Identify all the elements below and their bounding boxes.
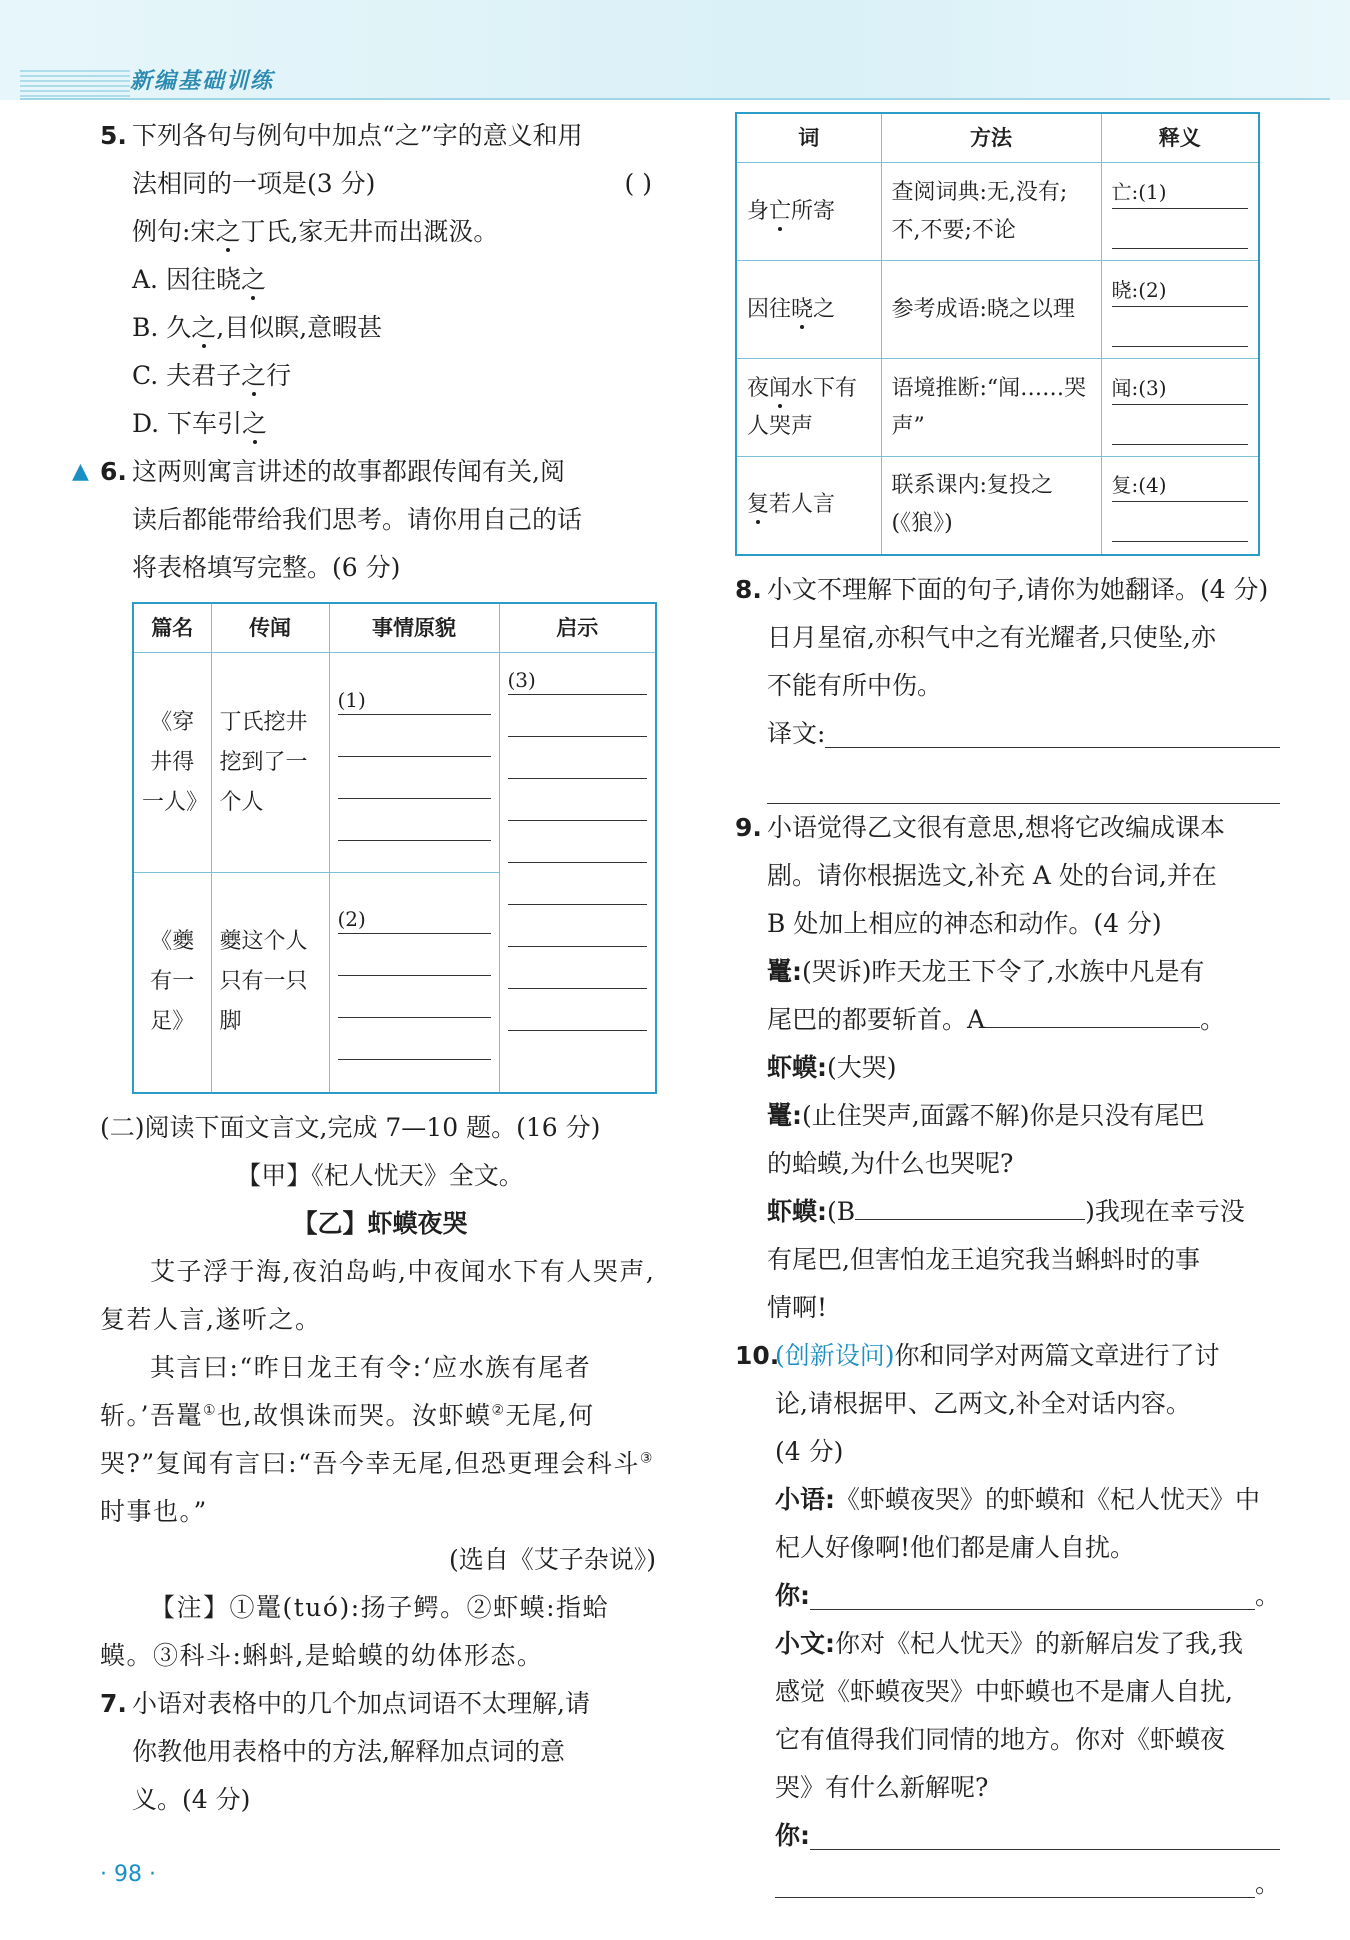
q10-you-2[interactable]: 你:	[735, 1812, 1280, 1860]
q7-row3-word: 夜闻水下有人哭声	[736, 359, 881, 457]
q5-answer-paren[interactable]: ( )	[624, 169, 652, 198]
q10-speaker-1-cont: 杞人好像啊!他们都是庸人自扰。	[775, 1532, 1136, 1562]
passage-source: (选自《艾子杂说》)	[448, 1544, 656, 1574]
q9-number: 9.	[735, 812, 762, 842]
q7-number: 7.	[100, 1688, 127, 1718]
q5-option-c[interactable]: C. 夫君子之行	[100, 352, 660, 400]
question-5	[100, 112, 660, 448]
q10-line-1: 你和同学对两篇文章进行了讨	[894, 1340, 1220, 1370]
q6-blank-3-label[interactable]: (3)	[508, 665, 648, 695]
q7-row1-method: 查阅词典:无,没有;不,不要;不论	[881, 163, 1101, 261]
question-8	[735, 566, 1280, 804]
q6-header-rumor: 传闻	[211, 603, 329, 653]
q9-blank-a[interactable]	[985, 998, 1200, 1028]
q6-header-title: 篇名	[133, 603, 211, 653]
q6-blank-2-label[interactable]: (2)	[338, 904, 491, 934]
q7-line-1: 小语对表格中的几个加点词语不太理解,请	[132, 1688, 590, 1718]
q6-line-3: 将表格填写完整。(6 分)	[132, 553, 401, 582]
q6-insight-cell[interactable]	[499, 653, 656, 1093]
answer-line[interactable]	[338, 1030, 491, 1060]
q5-number: 5.	[100, 121, 127, 150]
q9-dialog-4: 虾蟆:(B )我现在幸亏没	[735, 1188, 1280, 1236]
q9-line-1: 小语觉得乙文很有意思,想将它改编成课本	[767, 812, 1225, 842]
passage-yi-para-1: 艾子浮于海,夜泊岛屿,中夜闻水下有人哭声,复若人言,遂听之。	[100, 1256, 656, 1334]
answer-line[interactable]	[508, 833, 648, 863]
q6-row2-rumor: 夔这个人只有一只脚	[211, 873, 329, 1093]
q7-header-method: 方法	[881, 113, 1101, 163]
q7-row4-method: 联系课内:复投之(《狼》)	[881, 457, 1101, 555]
q9-blank-b[interactable]	[855, 1190, 1085, 1220]
answer-line[interactable]	[508, 791, 648, 821]
q10-speaker-1: 小语:《虾蟆夜哭》的虾蟆和《杞人忧天》中	[775, 1484, 1261, 1514]
right-column	[735, 112, 1280, 1908]
q9-dialog-1: 鼍:(哭诉)昨天龙王下令了,水族中凡是有	[767, 956, 1205, 986]
q6-row2-title: 《夔有一足》	[133, 873, 211, 1093]
passage-yi-para-2: 其言曰:“昨日龙王有令:‘应水族有尾者斩。’吾鼍①也,故惧诛而哭。汝虾蟆②无尾,何哭?”复闻有言曰:“吾今幸无尾,但恐更理会科斗③时事也。”	[100, 1352, 654, 1526]
q6-row2-truth[interactable]	[329, 873, 499, 1093]
q10-tag: (创新设问)	[775, 1340, 895, 1370]
q9-dialog-3: 鼍:(止住哭声,面露不解)你是只没有尾巴	[767, 1100, 1205, 1130]
q7-row2-method: 参考成语:晓之以理	[881, 261, 1101, 359]
q9-dialog-4-cont: 有尾巴,但害怕龙王追究我当蝌蚪时的事	[767, 1244, 1200, 1274]
q9-dialog-4-end: 情啊!	[767, 1292, 828, 1322]
answer-line[interactable]	[338, 988, 491, 1018]
answer-line[interactable]	[825, 710, 1280, 748]
q10-number: 10.	[735, 1340, 780, 1370]
q7-row1-word: 身亡所寄	[736, 163, 881, 261]
answer-line[interactable]	[810, 1812, 1280, 1850]
q6-table	[132, 602, 657, 1094]
answer-line[interactable]	[508, 707, 648, 737]
q9-dialog-1-cont: 尾巴的都要斩首。A 。	[735, 996, 1280, 1044]
passage-notes: 【注】①鼍(tuó):扬子鳄。②虾蟆:指蛤蟆。③科斗:蝌蚪,是蛤蟆的幼体形态。	[100, 1592, 610, 1670]
q10-speaker-2: 小文:你对《杞人忧天》的新解启发了我,我	[775, 1628, 1243, 1658]
left-column	[72, 112, 660, 1824]
q8-line-1: 小文不理解下面的句子,请你为她翻译。(4 分)	[767, 574, 1269, 604]
q6-line-1: 这两则寓言讲述的故事都跟传闻有关,阅	[132, 457, 565, 486]
q7-row2-answer[interactable]: 晓:(2)	[1101, 261, 1259, 359]
q5-stem-2: 法相同的一项是(3 分)	[132, 169, 376, 198]
q8-translation-label: 译文:	[767, 718, 826, 748]
q7-header-meaning: 释义	[1101, 113, 1259, 163]
q6-row1-truth[interactable]	[329, 653, 499, 873]
q10-you-2-cont[interactable]: 。	[735, 1860, 1280, 1908]
q7-line-2: 你教他用表格中的方法,解释加点词的意	[132, 1736, 565, 1766]
passage-jia-title: 【甲】《杞人忧天》全文。	[236, 1160, 524, 1190]
header-title: 新编基础训练	[130, 69, 275, 94]
q10-you-1[interactable]: 你: 。	[735, 1572, 1280, 1620]
q5-option-b[interactable]: B. 久之,目似瞑,意暇甚	[100, 304, 660, 352]
answer-line[interactable]	[338, 769, 491, 799]
passage-yi-title: 【乙】虾蟆夜哭	[292, 1208, 468, 1238]
q7-row4-word: 复若人言	[736, 457, 881, 555]
answer-line[interactable]	[810, 1572, 1255, 1610]
q6-header-insight: 启示	[499, 603, 656, 653]
page-number: · 98 ·	[100, 1862, 156, 1887]
q7-header-word: 词	[736, 113, 881, 163]
q5-option-a[interactable]: A. 因往晓之	[100, 256, 660, 304]
question-9	[735, 804, 1280, 1332]
q10-line-2: 论,请根据甲、乙两文,补全对话内容。	[775, 1388, 1191, 1418]
answer-line[interactable]	[508, 917, 648, 947]
q7-row3-method: 语境推断:“闻……哭声”	[881, 359, 1101, 457]
answer-line[interactable]	[508, 959, 648, 989]
question-7	[100, 1680, 660, 1824]
answer-line[interactable]	[775, 1860, 1255, 1898]
q10-line-3: (4 分)	[775, 1436, 844, 1466]
q10-speaker-2-cont-1: 感觉《虾蟆夜哭》中虾蟆也不是庸人自扰,	[775, 1676, 1233, 1706]
section-2	[100, 1104, 660, 1680]
header-decoration	[20, 70, 130, 100]
answer-line[interactable]	[338, 946, 491, 976]
question-10	[735, 1332, 1280, 1908]
q9-line-2: 剧。请你根据选文,补充 A 处的台词,并在	[767, 860, 1217, 890]
q8-translation-row[interactable]	[735, 710, 1280, 758]
question-6	[72, 448, 660, 1094]
q10-speaker-2-cont-2: 它有值得我们同情的地方。你对《虾蟆夜	[775, 1724, 1226, 1754]
q6-line-2: 读后都能带给我们思考。请你用自己的话	[132, 505, 583, 534]
q8-line-2: 日月星宿,亦积气中之有光耀者,只使坠,亦	[767, 622, 1216, 652]
q5-option-d[interactable]: D. 下车引之	[100, 400, 660, 448]
section-2-intro: (二)阅读下面文言文,完成 7—10 题。(16 分)	[100, 1112, 601, 1142]
header-rule	[20, 98, 1330, 100]
answer-line[interactable]	[338, 811, 491, 841]
answer-line[interactable]	[508, 749, 648, 779]
q10-speaker-2-cont-3: 哭》有什么新解呢?	[775, 1772, 989, 1802]
q7-row3-answer[interactable]: 闻:(3)	[1101, 359, 1259, 457]
q7-row4-answer[interactable]: 复:(4)	[1101, 457, 1259, 555]
q6-blank-1-label[interactable]: (1)	[338, 685, 491, 715]
answer-line[interactable]	[508, 1001, 648, 1031]
q5-example: 例句:宋之丁氏,家无井而出溉汲。	[100, 208, 660, 256]
answer-line[interactable]	[767, 760, 1280, 804]
q6-row1-title: 《穿井得一人》	[133, 653, 211, 873]
q7-line-3: 义。(4 分)	[132, 1784, 251, 1814]
difficulty-triangle-icon: ▲	[72, 459, 89, 484]
q7-row1-answer[interactable]: 亡:(1)	[1101, 163, 1259, 261]
answer-line[interactable]	[508, 875, 648, 905]
q9-dialog-3-cont: 的蛤蟆,为什么也哭呢?	[767, 1148, 1014, 1178]
q8-line-3: 不能有所中伤。	[767, 670, 943, 700]
q9-line-3: B 处加上相应的神态和动作。(4 分)	[767, 908, 1162, 938]
q6-header-truth: 事情原貌	[329, 603, 499, 653]
answer-line[interactable]	[338, 727, 491, 757]
q7-row2-word: 因往晓之	[736, 261, 881, 359]
q5-stem-1: 下列各句与例句中加点“之”字的意义和用	[132, 121, 583, 150]
q6-number: 6.	[100, 457, 127, 486]
q6-row1-rumor: 丁氏挖井挖到了一个人	[211, 653, 329, 873]
q9-dialog-2: 虾蟆:(大哭)	[767, 1052, 897, 1082]
q8-number: 8.	[735, 574, 762, 604]
q7-table	[735, 112, 1260, 556]
